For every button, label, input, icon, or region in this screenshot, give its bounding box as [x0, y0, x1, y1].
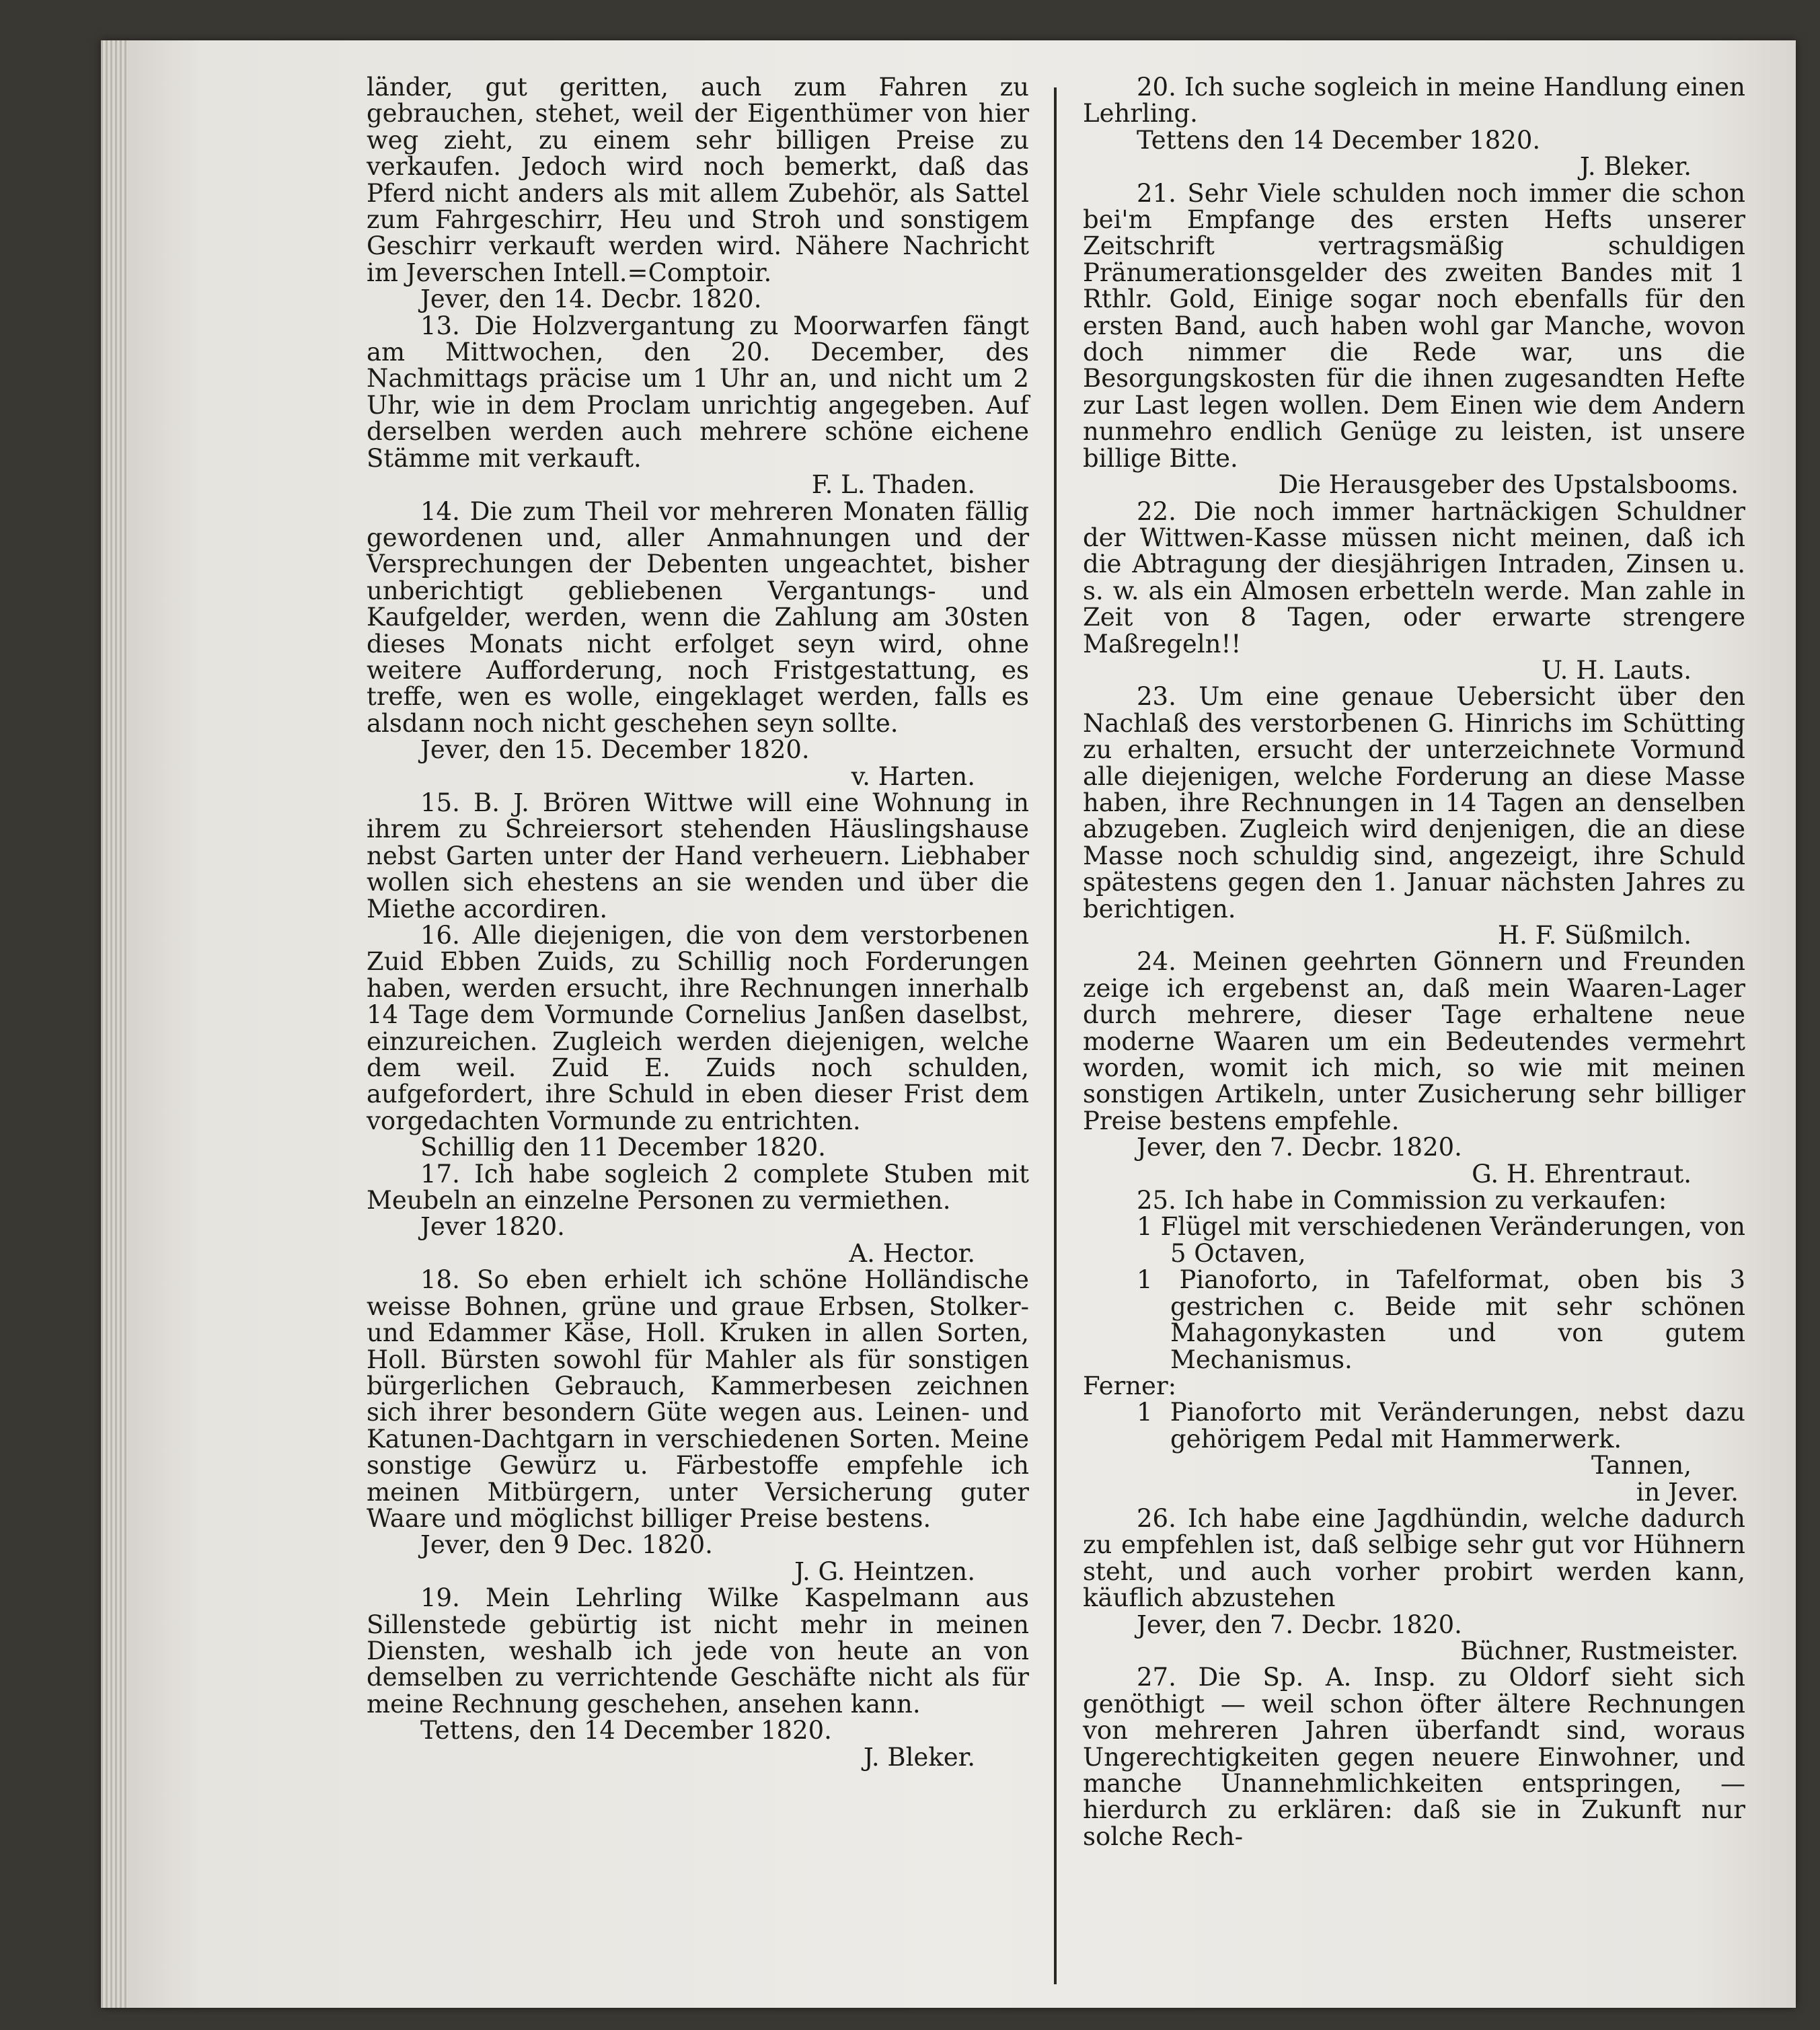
notice-20-place: Tettens den 14 December 1820.	[1137, 125, 1541, 155]
page-edge	[101, 40, 128, 2008]
notice-19-text: 19. Mein Lehrling Wilke Kaspelmann aus Sillenstede gebürtig ist nicht mehr in meinen Diensten, weshalb ich jede von heute an von demselben zu verrichtende Geschäfte nicht als für meine Rechnung geschehen, ansehen kann.	[367, 1583, 1029, 1719]
notice-19-signature: J. Bleker.	[863, 1742, 975, 1772]
notice-24-place: Jever, den 7. Decbr. 1820.	[1137, 1133, 1462, 1162]
notice-16-text: 16. Alle diejenigen, die von dem verstorbenen Zuid Ebben Zuids, zu Schillig noch Forderungen haben, werden ersucht, ihre Rechnungen innerhalb 14 Tage dem Vormunde Cornelius Janßen daselbst, einzureichen. Zugleich werden diejenigen, welche dem weil. Zuid E. Zuids noch schulden, aufgefordert, ihre Schuld in eben dieser Frist dem vorgedachten Vormunde zu entrichten.	[367, 921, 1029, 1135]
notice-21-text: 21. Sehr Viele schulden noch immer die schon bei'm Empfange des ersten Hefts unserer Zeitschrift vertragsmäßig schuldigen Pränumerationsgelder des zweiten Bandes mit 1 Rthlr. Gold, Einige sogar noch ebenfalls für den ersten Band, auch haben wohl gar Manche, wovon doch nimmer die Rede war, uns die Besorgungskosten für die ihnen zugesandten Hefte zur Last legen wollen. Dem Einen wie dem Andern nunmehro endlich Genüge zu leisten, ist unsere billige Bitte.	[1083, 178, 1745, 473]
notice-22-signature: U. H. Lauts.	[1541, 655, 1692, 685]
notice-15-text: 15. B. J. Brören Wittwe will eine Wohnung in ihrem zu Schreiersort stehenden Häuslingshause nebst Garten unter der Hand verheuern. Liebhaber wollen sich ehestens an sie wenden und über die Miethe accordiren.	[367, 788, 1029, 924]
notice-13-text: 13. Die Holzvergantung zu Moorwarfen fängt am Mittwochen, den 20. December, des Nachmittags präcise um 1 Uhr an, und nicht um 2 Uhr, wie in dem Proclam unrichtig angegeben. Auf derselben werden auch mehrere schöne eichene Stämme mit verkauft.	[367, 311, 1029, 473]
notice-18-signature: J. G. Heintzen.	[794, 1556, 975, 1586]
notice-27-text: 27. Die Sp. A. Insp. zu Oldorf sieht sich genöthigt — weil schon öfter ältere Rechnungen von mehreren Jahren überfandt sind, woraus Ungerechtigkeiten gegen neuere Einwohner, und manche Unannehmlichkeiten entspringen, — hierdurch zu erklären: daß sie in Zukunft nur solche Rech-	[1083, 1663, 1745, 1851]
notice-17-text: 17. Ich habe sogleich 2 complete Stuben mit Meubeln an einzelne Personen zu vermiethen.	[367, 1159, 1029, 1215]
column-divider	[1054, 87, 1057, 1984]
notice-20-text: 20. Ich suche sogleich in meine Handlung einen Lehrling.	[1083, 73, 1745, 128]
notice-25-ferner: Ferner:	[1083, 1371, 1177, 1400]
notice-24-signature: G. H. Ehrentraut.	[1472, 1159, 1692, 1189]
right-column	[1083, 74, 1745, 1850]
notice-16-place: Schillig den 11 December 1820.	[420, 1133, 826, 1162]
notice-19-place: Tettens, den 14 December 1820.	[420, 1716, 832, 1745]
notice-14-text: 14. Die zum Theil vor mehreren Monaten fällig gewordenen und, aller Anmahnungen und der Versprechungen der Debenten ungeachtet, bisher unberichtigt gebliebenen Vergantungs- und Kaufgelder, werden, wenn die Zahlung am 30sten dieses Monats nicht erfolget seyn wird, ohne weitere Aufforderung, noch Fristgestattung, es treffe, wen es wolle, eingeklaget werden, falls es alsdann noch nicht geschehen seyn sollte.	[367, 496, 1029, 738]
notice-21-signature: Die Herausgeber des Upstalsbooms.	[1278, 470, 1739, 500]
notice-26-text: 26. Ich habe eine Jagdhündin, welche dadurch zu empfehlen ist, daß selbige sehr gut vor Hühnern steht, und auch vorher probirt werden kann, käuflich abzustehen	[1083, 1503, 1745, 1613]
notice-20-signature: J. Bleker.	[1579, 152, 1692, 182]
notice-25-text: 25. Ich habe in Commission zu verkaufen:	[1137, 1186, 1667, 1215]
notice-12-place: Jever, den 14. Decbr. 1820.	[420, 285, 762, 314]
notice-25-signature-place: in Jever.	[1636, 1477, 1739, 1507]
notice-22-text: 22. Die noch immer hartnäckigen Schuldner der Wittwen-Kasse müssen nicht meinen, daß ich die Abtragung der diesjährigen Intraden, Zinsen u. s. w. als ein Almosen erbetteln werde. Man zahle in Zeit von 8 Tagen, oder erwarte strengere Maßregeln!!	[1083, 496, 1745, 659]
notice-17-signature: A. Hector.	[849, 1238, 975, 1268]
notice-23-signature: H. F. Süßmilch.	[1497, 921, 1692, 950]
notice-18-place: Jever, den 9 Dec. 1820.	[420, 1530, 713, 1560]
notice-17-place: Jever 1820.	[420, 1212, 565, 1242]
notice-25-item-1: 1 Flügel mit verschiedenen Veränderungen, von 5 Octaven,	[1137, 1212, 1745, 1268]
notice-18-text: 18. So eben erhielt ich schöne Holländische weisse Bohnen, grüne und graue Erbsen, Stolker- und Edammer Käse, Holl. Kruken in allen Sorten, Holl. Bürsten sowohl für Mahler als für sonstigen bürgerlichen Gebrauch, Kammerbesen zeichnen sich ihrer besondern Güte wegen aus. Leinen- und Katunen-Dachtgarn in verschiedenen Sorten. Meine sonstige Gewürz u. Färbestoffe empfehle ich meinen Mitbürgern, unter Versicherung guter Waare und möglichst billiger Preise bestens.	[367, 1265, 1029, 1533]
notice-13-signature: F. L. Thaden.	[811, 470, 975, 500]
notice-25-item-2: 1 Pianoforto, in Tafelformat, oben bis 3 gestrichen c. Beide mit sehr schönen Mahagonykasten und von gutem Mechanismus.	[1137, 1265, 1745, 1374]
notice-23-text: 23. Um eine genaue Uebersicht über den Nachlaß des verstorbenen G. Hinrichs im Schütting zu erhalten, ersucht der unterzeichnete Vormund alle diejenigen, welche Forderung an diese Masse haben, ihre Rechnungen in 14 Tagen an denselben abzugeben. Zugleich wird denjenigen, die an diese Masse noch schuldig sind, angezeigt, ihre Schuld spätestens gegen den 1. Januar nächsten Jahres zu berichtigen.	[1083, 682, 1745, 924]
notice-25-item-3: 1 Pianoforto mit Veränderungen, nebst dazu gehörigem Pedal mit Hammerwerk.	[1137, 1398, 1745, 1454]
notice-24-text: 24. Meinen geehrten Gönnern und Freunden zeige ich ergebenst an, daß mein Waaren-Lager durch mehrere, dieser Tage erhaltene neue moderne Waaren um ein Bedeutendes vermehrt worden, womit ich mich, so wie mit meinen sonstigen Artikeln, unter Zusicherung sehr billiger Preise bestens empfehle.	[1083, 947, 1745, 1135]
notice-14-place: Jever, den 15. December 1820.	[420, 735, 810, 765]
notice-26-place: Jever, den 7. Decbr. 1820.	[1137, 1610, 1462, 1639]
notice-25-signature-name: Tannen,	[1591, 1451, 1692, 1480]
left-column	[367, 74, 1029, 1770]
notice-26-signature: Büchner, Rustmeister.	[1460, 1636, 1739, 1665]
notice-12-text: länder, gut geritten, auch zum Fahren zu gebrauchen, stehet, weil der Eigenthümer von hier weg zieht, zu einem sehr billigen Preise zu verkaufen. Jedoch wird noch bemerkt, daß das Pferd nicht anders als mit allem Zubehör, als Sattel zum Fahrgeschirr, Heu und Stroh und sonstigem Geschirr verkauft werden wird. Nähere Nachricht im Jeverschen Intell.=Comptoir.	[367, 73, 1029, 287]
notice-14-signature: v. Harten.	[851, 761, 975, 791]
